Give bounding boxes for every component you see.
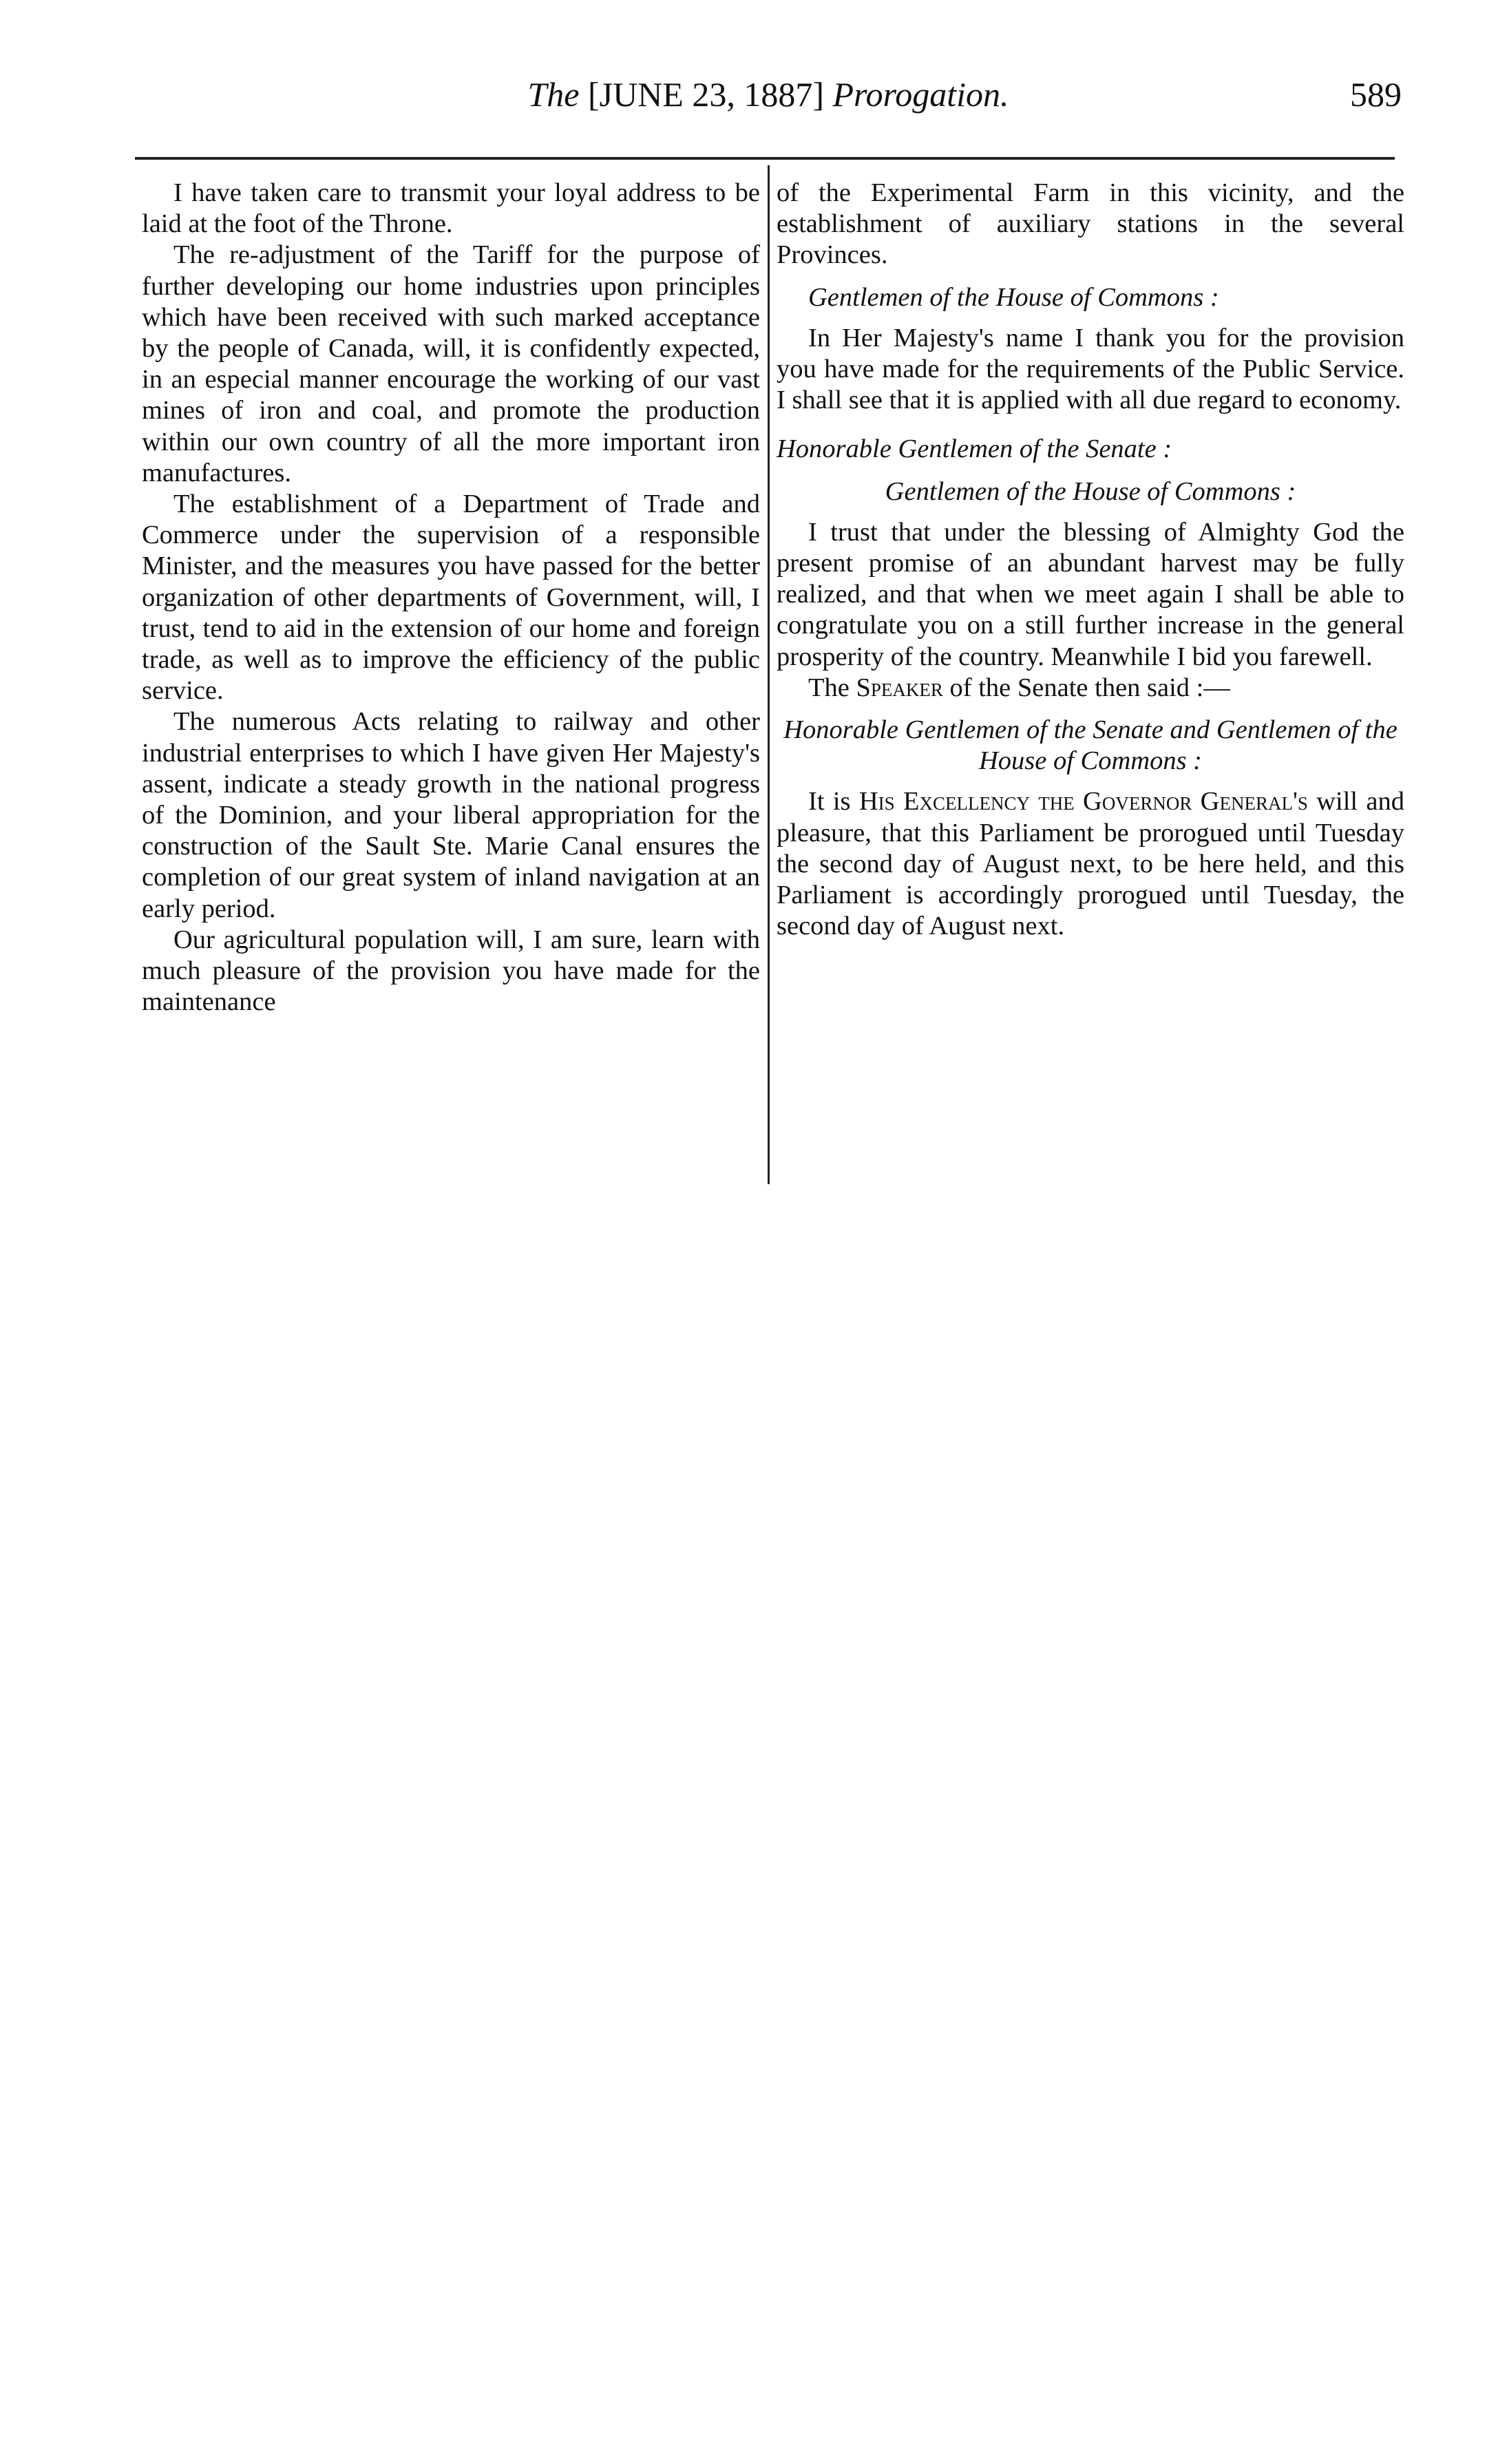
paragraph-speaker <box>777 673 1404 704</box>
paragraph-public-service: In Her Majesty's name I thank you for the provision you have made for the requirements of the Public Service. I shall see that it is applied with all due regard to economy. <box>777 323 1404 415</box>
header-rule <box>135 157 1395 160</box>
left-column <box>142 178 760 1018</box>
paragraph-prorogation <box>777 786 1404 942</box>
paragraph-address: I have taken care to transmit your loyal address to be laid at the foot of the Throne. <box>142 178 760 239</box>
paragraph-tariff: The re-adjustment of the Tariff for the purpose of further developing our home industries upon principles which have been received with such marked acceptance by the people of Canada, will, it is confidently expected, in an especial manner encourage the working of our vast mines of iron and coal, and promote the production within our own country of all the more important iron manufactures. <box>142 240 760 487</box>
paragraph-agriculture: Our agricultural population will, I am sure, learn with much pleasure of the provision you have made for the maintenance <box>142 925 760 1017</box>
governor-general-name: His Excellency the Governor General's <box>858 787 1308 817</box>
heading-house-of-commons: Gentlemen of the House of Commons : <box>808 282 1219 312</box>
heading-senate: Honorable Gentlemen of the Senate : <box>777 434 1172 464</box>
paragraph-railway-acts: The numerous Acts relating to railway and other industrial enterprises to which I have given Her Majesty's assent, indicate a steady growth in the national progress of the Dominion, and your liberal appropriation for the construction of the Sault Ste. Marie Canal ensures the completion of our great system of inland navigation at an early period. <box>142 707 760 923</box>
speaker-rest: of the Senate then said :— <box>949 673 1230 702</box>
paragraph-experimental-farm: of the Experimental Farm in this vicinity, and the establishment of auxiliary stations in the several Provinces. <box>777 178 1404 270</box>
speaker-name: Speaker <box>856 673 943 702</box>
running-head <box>135 63 1402 125</box>
page-number: 589 <box>1350 75 1402 114</box>
heading-house-of-commons-2: Gentlemen of the House of Commons : <box>885 476 1296 506</box>
prorogation-rest: will and pleasure, that this Parliament be prorogued until Tuesday the second day of August next, to be here held, and this Parliament is accordingly prorogued until Tuesday, the second day of August next. <box>777 787 1405 941</box>
heading-senate-and-commons: Honorable Gentlemen of the Senate and Gentlemen of the House of Commons : <box>783 715 1398 776</box>
column-divider <box>768 165 770 1184</box>
paragraph-harvest: I trust that under the blessing of Almighty God the present promise of an abundant harvest may be fully realized, and that when we meet again I shall be able to congratulate you on a still further increase in the general prosperity of the country. Meanwhile I bid you farewell. <box>777 517 1404 671</box>
running-head-date: [JUNE 23, 1887] <box>587 75 824 114</box>
speaker-intro: The <box>808 673 850 702</box>
running-head-title <box>135 63 1402 125</box>
paragraph-trade-commerce: The establishment of a Department of Trade and Commerce under the supervision of a responsible Minister, and the measures you have passed for the better organization of other departments of Government, will, I trust, tend to aid in the extension of our home and foreign trade, as well as to improve the efficiency of the public service. <box>142 489 760 706</box>
running-head-subject: Prorogation. <box>832 75 1009 114</box>
prorogation-intro: It is <box>808 787 851 817</box>
running-head-the: The <box>527 75 580 114</box>
right-column <box>777 178 1404 942</box>
